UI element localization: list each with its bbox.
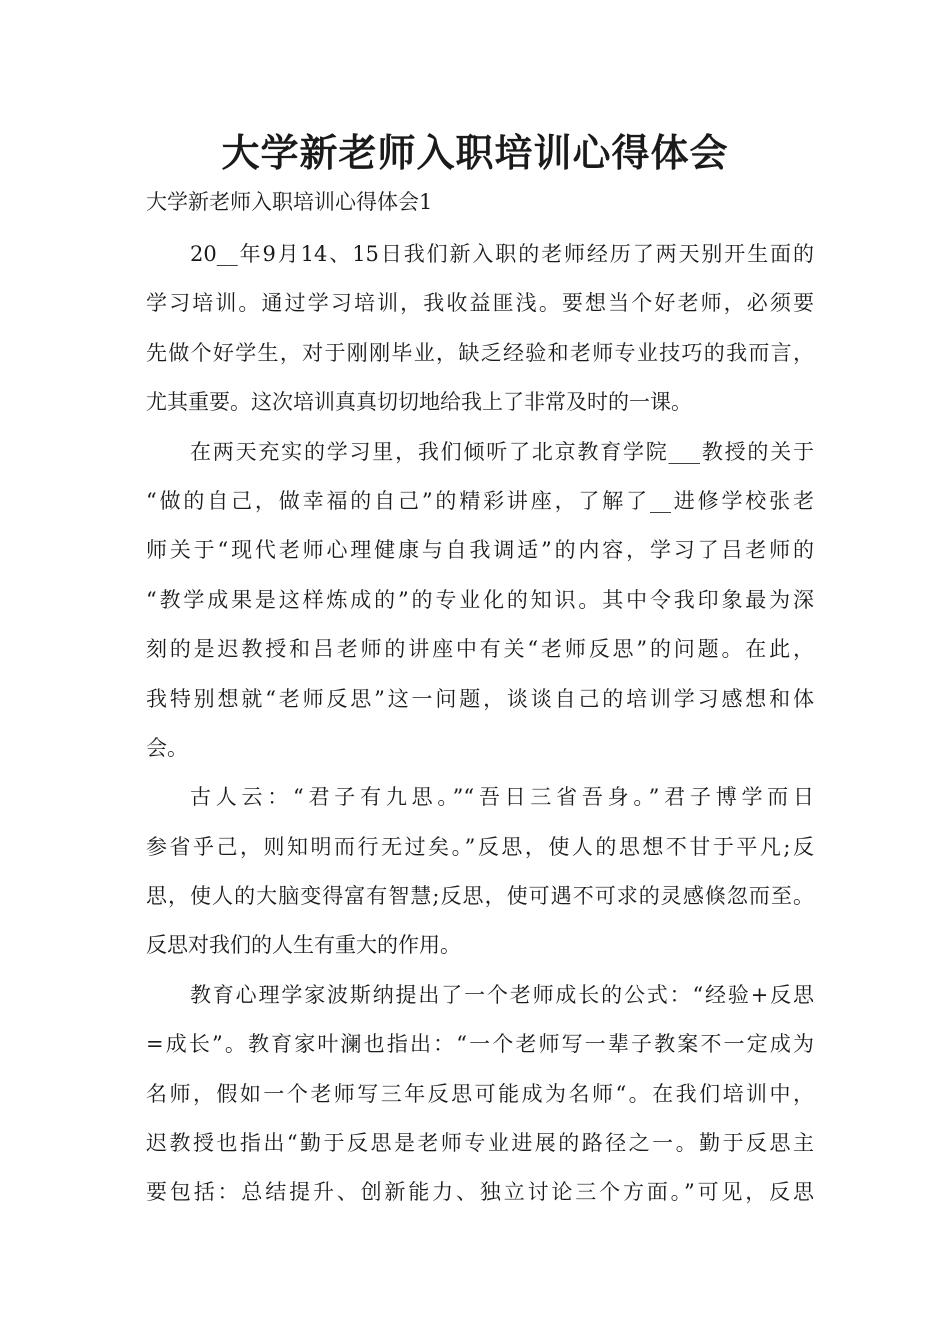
text-line: 20__年9月14、15日我们新入职的老师经历了两天别开生面的 [190, 242, 814, 266]
text-line: =成长”。教育家叶澜也指出：“一个老师写一辈子教案不一定成为 [146, 1032, 814, 1057]
text-line: 思，使人的大脑变得富有智慧;反思，使可遇不可求的灵感倏忽而至。 [146, 884, 814, 909]
body-text [146, 230, 814, 1218]
text-line: 我特别想就“老师反思”这一问题，谈谈自己的培训学习感想和体 [146, 686, 814, 711]
text-line: 在两天充实的学习里，我们倾听了北京教育学院___教授的关于 [190, 439, 814, 464]
text-line: 学习培训。通过学习培训，我收益匪浅。要想当个好老师，必须要 [146, 291, 814, 316]
text-line: 反思对我们的人生有重大的作用。 [146, 933, 461, 958]
section-heading: 大学新老师入职培训心得体会1 [146, 190, 433, 214]
text-line: 要包括：总结提升、创新能力、独立讨论三个方面。”可见，反思 [146, 1180, 814, 1205]
text-line: 师关于“现代老师心理健康与自我调适”的内容，学习了吕老师的 [146, 538, 814, 563]
text-line: 教育心理学家波斯纳提出了一个老师成长的公式：“经验+反思 [190, 982, 814, 1007]
text-line: 先做个好学生，对于刚刚毕业，缺乏经验和老师专业技巧的我而言， [146, 340, 814, 365]
text-line: “做的自己，做幸福的自己”的精彩讲座，了解了__进修学校张老 [146, 488, 814, 513]
text-line: 刻的是迟教授和吕老师的讲座中有关“老师反思”的问题。在此， [146, 637, 814, 662]
text-line: 迟教授也指出“勤于反思是老师专业进展的路径之一。勤于反思主 [146, 1131, 814, 1156]
text-line: 名师，假如一个老师写三年反思可能成为名师“。在我们培训中， [146, 1081, 814, 1106]
document-title: 大学新老师入职培训心得体会 [221, 131, 729, 175]
text-line: “教学成果是这样炼成的”的专业化的知识。其中令我印象最为深 [146, 587, 814, 612]
text-line: 参省乎己，则知明而行无过矣。”反思，使人的思想不甘于平凡;反 [146, 834, 814, 859]
text-line: 古人云：“君子有九思。”“吾日三省吾身。”君子博学而日 [190, 785, 814, 810]
text-line: 会。 [146, 735, 188, 760]
text-line: 尤其重要。这次培训真真切切地给我上了非常及时的一课。 [146, 390, 692, 415]
